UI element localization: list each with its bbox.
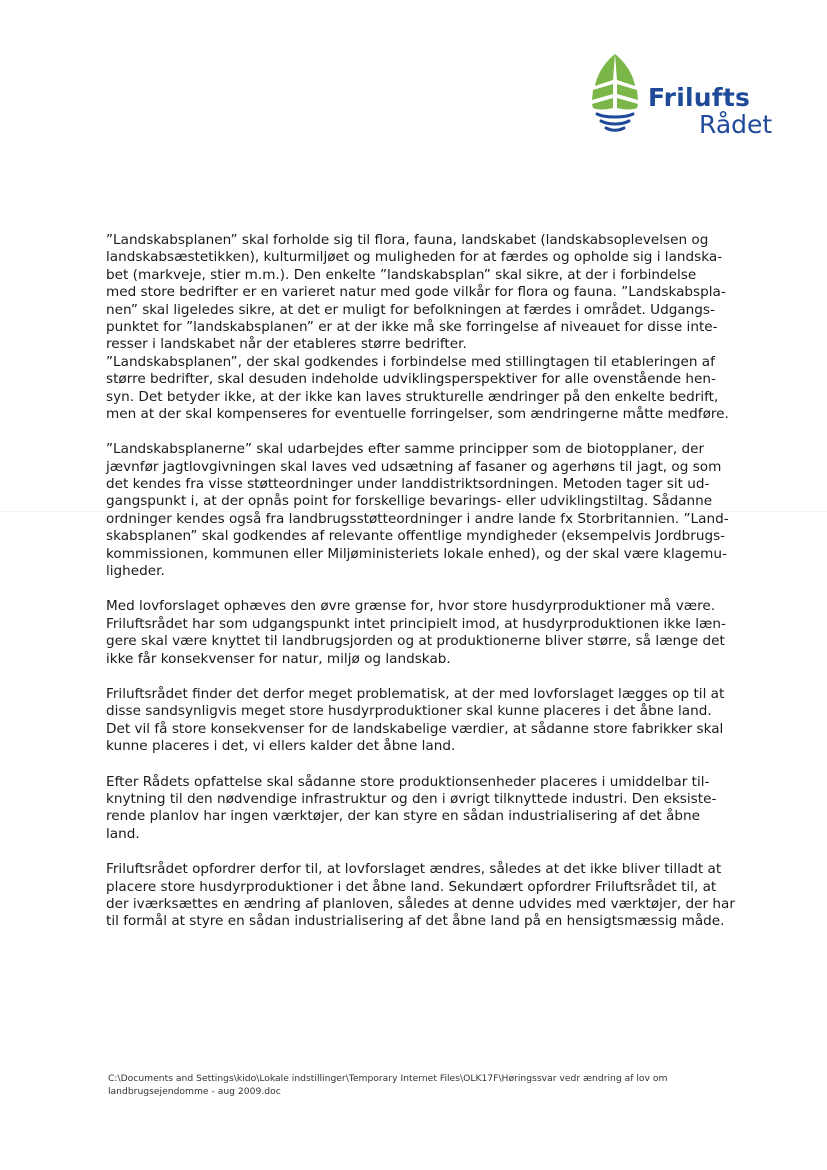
text-line: til formål at styre en sådan industrialisering af det åbne land på en hensigtsmæssig måde.	[106, 913, 725, 930]
text-line: men at der skal kompenseres for eventuelle forringelser, som ændringerne måtte medføre.	[106, 405, 729, 422]
text-line: kunne placeres i det, vi ellers kalder det åbne land.	[106, 738, 456, 755]
text-line: Med lovforslaget ophæves den øvre grænse for, hvor store husdyrproduktioner må være.	[106, 598, 716, 615]
leaf-icon	[583, 52, 647, 132]
text-line: bet (markveje, stier m.m.). Den enkelte ”landskabsplan” skal sikre, at der i forbindelse	[106, 266, 697, 283]
text-line: gere skal være knyttet til landbrugsjorden og at produktionerne bliver større, så længe det	[106, 633, 725, 650]
text-line: Friluftsrådet har som udgangspunkt intet principielt imod, at husdyrproduktionen ikke læn-	[106, 615, 726, 632]
text-line: knytning til den nødvendige infrastruktur og den i øvrigt tilknyttede industri. Den eksiste-	[106, 790, 717, 807]
text-line: jævnfør jagtlovgivningen skal laves ved udsætning af fasaner og agerhøns til jagt, og som	[106, 458, 722, 475]
text-line: gangspunkt i, at der opnås point for forskellige bevarings- eller udviklingstiltag. Sådanne	[106, 493, 713, 510]
text-line: ikke får konsekvenser for natur, miljø og landskab.	[106, 650, 451, 667]
text-line: Friluftsrådet opfordrer derfor til, at lovforslaget ændres, således at det ikke bliver tilladt at	[106, 861, 722, 878]
text-line: placere store husdyrproduktioner i det åbne land. Sekundært opfordrer Friluftsrådet til, at	[106, 878, 717, 895]
paragraph-landskabsplanerne	[106, 441, 766, 580]
footer-line: landbrugsejendomme - aug 2009.doc	[108, 1085, 281, 1097]
text-line: ”Landskabsplanerne” skal udarbejdes efter samme principper som de biotopplaner, der	[106, 441, 705, 458]
text-line: ordninger kendes også fra landbrugsstøtteordninger i andre lande fx Storbritannien. ”Land-	[106, 510, 729, 527]
text-line: større bedrifter, skal desuden indeholde udviklingsperspektiver for alle ovenstående hen-	[106, 371, 716, 388]
text-line: landskabsæstetikken), kulturmiljøet og muligheden for at færdes og opholde sig i landska-	[106, 249, 723, 266]
text-line: med store bedrifter er en varieret natur med gode vilkår for flora og fauna. ”Landskabspla-	[106, 284, 726, 301]
text-line: kommissionen, kommunen eller Miljøministeriets lokale enhed), og der skal være klagemu-	[106, 545, 727, 562]
text-line: rende planlov har ingen værktøjer, der kan styre en sådan industrialisering af det åbne	[106, 808, 700, 825]
text-line: land.	[106, 825, 140, 842]
paragraph-opfattelse	[106, 774, 766, 844]
friluftsraadet-logo	[583, 52, 783, 142]
paragraph-landskabsplan	[106, 232, 766, 423]
paragraph-opfordring	[106, 861, 766, 931]
text-line: Det vil få store konsekvenser for de landskabelige værdier, at sådanne store fabrikker skal	[106, 720, 724, 737]
paragraph-problematisk	[106, 686, 766, 756]
text-line: skabsplanen” skal godkendes af relevante offentlige myndigheder (eksempelvis Jordbrugs-	[106, 528, 726, 545]
text-line: Efter Rådets opfattelse skal sådanne store produktionsenheder placeres i umiddelbar til-	[106, 773, 710, 790]
text-line: syn. Det betyder ikke, at der ikke kan laves strukturelle ændringer på den enkelte bedrift,	[106, 388, 719, 405]
text-line: ”Landskabsplanen”, der skal godkendes i forbindelse med stillingtagen til etableringen af	[106, 353, 715, 370]
text-line: ligheder.	[106, 563, 165, 580]
logo-text-frilufts: Frilufts	[648, 83, 751, 112]
file-path-footer	[108, 1073, 708, 1098]
text-line: nen” skal ligeledes sikre, at det er muligt for befolkningen at færdes i området. Udgangs-	[106, 301, 715, 318]
text-line: resser i landskabet når der etableres større bedrifter.	[106, 336, 467, 353]
logo-text-raadet: Rådet	[699, 110, 773, 139]
text-line: Friluftsrådet finder det derfor meget problematisk, at der med lovforslaget lægges op til at	[106, 685, 725, 702]
text-line: punktet for ”landskabsplanen” er at der ikke må ske forringelse af niveauet for disse inte-	[106, 318, 718, 335]
paragraph-lovforslaget	[106, 598, 766, 668]
text-line: disse sandsynligvis meget store husdyrproduktioner skal kunne placeres i det åbne land.	[106, 703, 712, 720]
letter-body	[106, 232, 766, 949]
text-line: der iværksættes en ændring af planloven, således at denne udvides med værktøjer, der har	[106, 895, 735, 912]
text-line: det kendes fra visse støtteordninger under landdistriktsordningen. Metoden tager sit ud-	[106, 476, 710, 493]
text-line: ”Landskabsplanen” skal forholde sig til flora, fauna, landskabet (landskabsoplevelsen og	[106, 232, 709, 248]
footer-line: C:\Documents and Settings\kido\Lokale indstillinger\Temporary Internet Files\OLK17F\Høringssvar vedr ændring af lov om	[108, 1073, 668, 1084]
